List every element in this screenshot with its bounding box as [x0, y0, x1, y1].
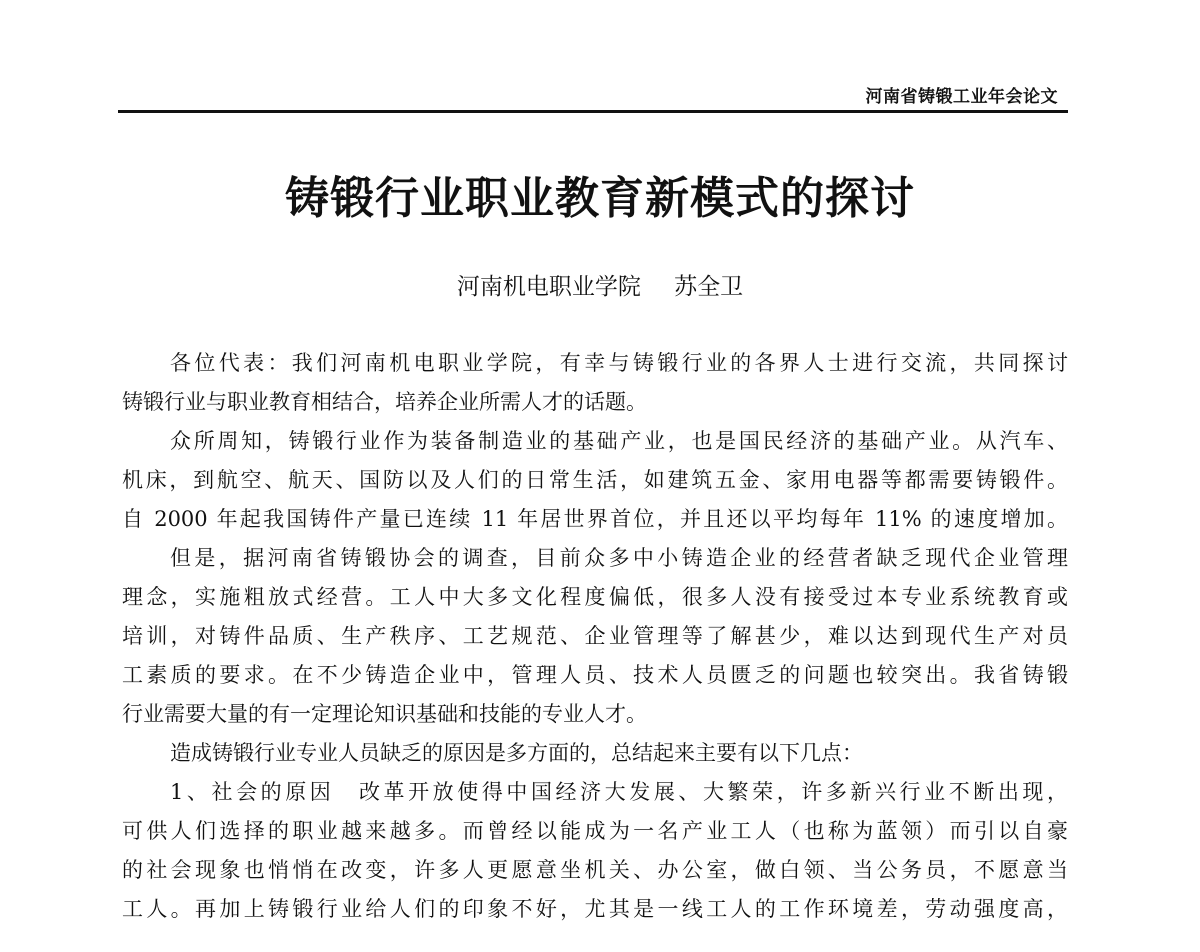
paragraph-2-line-2: 机床，到航空、航天、国防以及人们的日常生活，如建筑五金、家用电器等都需要铸锻件。: [122, 468, 1068, 492]
paragraph-1-line-1: 各位代表：我们河南机电职业学院，有幸与铸锻行业的各界人士进行交流，共同探讨: [170, 351, 1068, 375]
paragraph-5-line-4: 工人。再加上铸锻行业给人们的印象不好，尤其是一线工人的工作环境差，劳动强度高，: [122, 897, 1068, 921]
paragraph-3-line-3: 培训，对铸件品质、生产秩序、工艺规范、企业管理等了解甚少，难以达到现代生产对员: [122, 624, 1068, 648]
running-header: [118, 80, 1068, 113]
paragraph-4-line-1: 造成铸锻行业专业人员缺乏的原因是多方面的，总结起来主要有以下几点：: [170, 741, 863, 765]
paragraph-5-line-2: 可供人们选择的职业越来越多。而曾经以能成为一名产业工人（也称为蓝领）而引以自豪: [122, 819, 1068, 843]
paragraph-3-line-2: 理念，实施粗放式经营。工人中大多文化程度偏低，很多人没有接受过本专业系统教育或: [122, 585, 1068, 609]
paragraph-2-line-3: 自 2000 年起我国铸件产量已连续 11 年居世界首位，并且还以平均每年 11% 的速度增加。: [122, 507, 1068, 531]
article-body: [122, 344, 1068, 929]
paragraph-2-line-1: 众所周知，铸锻行业作为装备制造业的基础产业，也是国民经济的基础产业。从汽车、: [170, 429, 1068, 453]
paragraph-5-line-3: 的社会现象也悄悄在改变，许多人更愿意坐机关、办公室，做白领、当公务员，不愿意当: [122, 858, 1068, 882]
paragraph-3-line-1: 但是，据河南省铸锻协会的调查，目前众多中小铸造企业的经营者缺乏现代企业管理: [170, 546, 1068, 570]
byline: [0, 268, 1200, 301]
author-affiliation: 河南机电职业学院: [456, 274, 641, 300]
author-name: 苏全卫: [674, 274, 744, 300]
running-header-title: 河南省铸锻工业年会论文: [865, 87, 1058, 107]
paragraph-3-line-5: 行业需要大量的有一定理论知识基础和技能的专业人才。: [122, 702, 647, 726]
paragraph-3-line-4: 工素质的要求。在不少铸造企业中，管理人员、技术人员匮乏的问题也较突出。我省铸锻: [122, 663, 1068, 687]
paragraph-1-line-2: 铸锻行业与职业教育相结合，培养企业所需人才的话题。: [122, 390, 647, 414]
article-title: 铸锻行业职业教育新模式的探讨: [285, 173, 915, 224]
paragraph-5-line-1: 1、社会的原因 改革开放使得中国经济大发展、大繁荣，许多新兴行业不断出现，: [170, 780, 1068, 804]
